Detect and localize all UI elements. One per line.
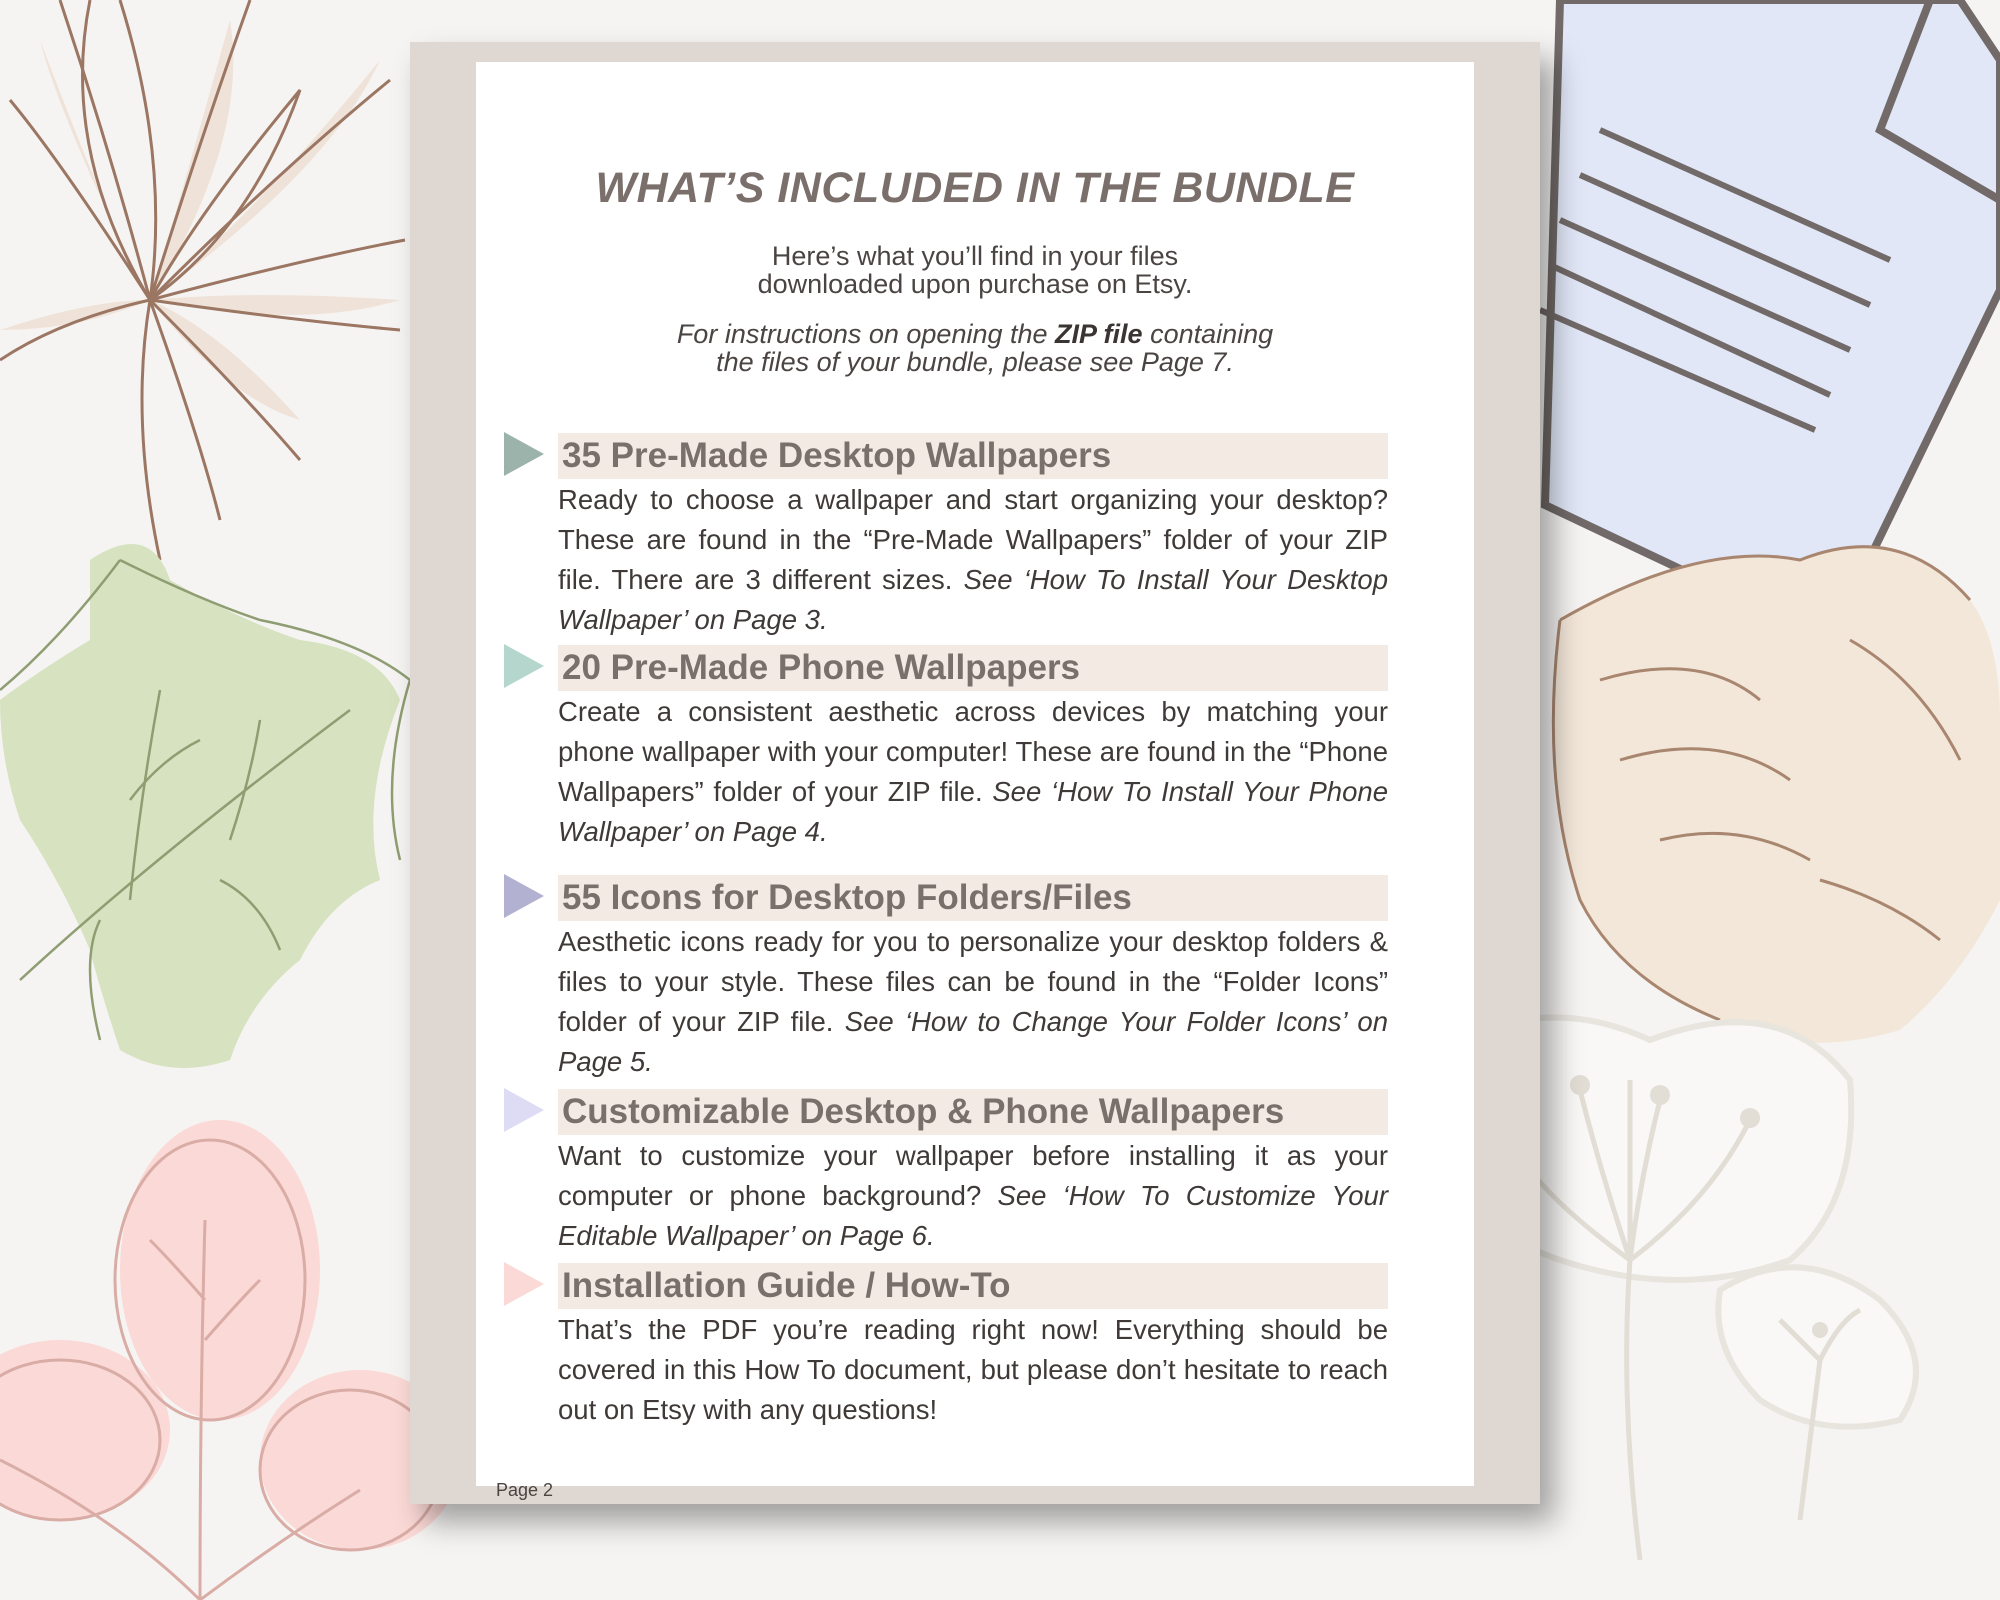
- intro-line-1: Here’s what you’ll find in your files: [771, 241, 1179, 271]
- section-text: Ready to choose a wallpaper and start organizing your desktop? These are found in the “Pre-Made Wallpapers” folder of your ZIP file. There are 3 different sizes.: [558, 484, 1388, 595]
- section-body: [558, 1310, 1388, 1430]
- document-paper-illustration: [1540, 0, 2000, 640]
- palm-leaf-illustration: [0, 0, 405, 560]
- section-reference: See ‘How to Change Your Folder Icons’ on Page 5.: [558, 1006, 1388, 1077]
- zip-file-emphasis: ZIP file: [1055, 319, 1143, 349]
- section-text: Aesthetic icons ready for you to personalize your desktop folders & files to your style. These files can be found in the “Folder Icons” folder of your ZIP file.: [558, 926, 1388, 1037]
- section-body: [558, 922, 1388, 1082]
- page-title: WHAT’S INCLUDED IN THE BUNDLE: [595, 164, 1355, 212]
- section-reference: See ‘How To Customize Your Editable Wallpaper’ on Page 6.: [558, 1180, 1388, 1251]
- instructions-line-2: the files of your bundle, please see Page 7.: [716, 347, 1234, 377]
- section-text: Want to customize your wallpaper before installing it as your computer or phone background?: [558, 1140, 1388, 1211]
- intro-text: [476, 242, 1474, 298]
- section-body: [558, 692, 1388, 852]
- pink-eucalyptus-illustration: [0, 1120, 460, 1600]
- section-text: Create a consistent aesthetic across devices by matching your phone wallpaper with your computer! These are found in the “Phone Wallpapers” folder of your ZIP file.: [558, 696, 1388, 807]
- section-heading: Installation Guide / How-To: [558, 1263, 1388, 1309]
- intro-line-2: downloaded upon purchase on Etsy.: [757, 269, 1193, 299]
- section-body: [558, 1136, 1388, 1256]
- page-number: Page 2: [496, 1480, 554, 1500]
- document-page: [476, 62, 1474, 1500]
- triangle-marker-icon: [504, 1088, 544, 1132]
- section-reference: See ‘How To Install Your Phone Wallpaper’ on Page 4.: [558, 776, 1388, 847]
- triangle-marker-icon: [504, 432, 544, 476]
- instructions-text: [476, 320, 1474, 376]
- section-body: [558, 480, 1388, 640]
- section-heading: Customizable Desktop & Phone Wallpapers: [558, 1089, 1388, 1135]
- instructions-line-1: [476, 320, 1474, 348]
- triangle-marker-icon: [504, 644, 544, 688]
- section-heading: 35 Pre-Made Desktop Wallpapers: [558, 433, 1388, 479]
- monstera-leaf-illustration: [1553, 547, 2000, 1043]
- triangle-marker-icon: [504, 1262, 544, 1306]
- section-reference: See ‘How To Install Your Desktop Wallpaper’ on Page 3.: [558, 564, 1388, 635]
- section-heading: 55 Icons for Desktop Folders/Files: [558, 875, 1388, 921]
- instructions-post: containing: [1142, 319, 1274, 349]
- green-leaf-illustration: [0, 544, 410, 1068]
- section-text: That’s the PDF you’re reading right now! Everything should be covered in this How To document, but please don’t hesitate to reach out on Etsy with any questions!: [558, 1314, 1388, 1425]
- instructions-pre: For instructions on opening the: [676, 319, 1056, 349]
- triangle-marker-icon: [504, 874, 544, 918]
- section-heading: 20 Pre-Made Phone Wallpapers: [558, 645, 1388, 691]
- document-frame: [410, 42, 1540, 1504]
